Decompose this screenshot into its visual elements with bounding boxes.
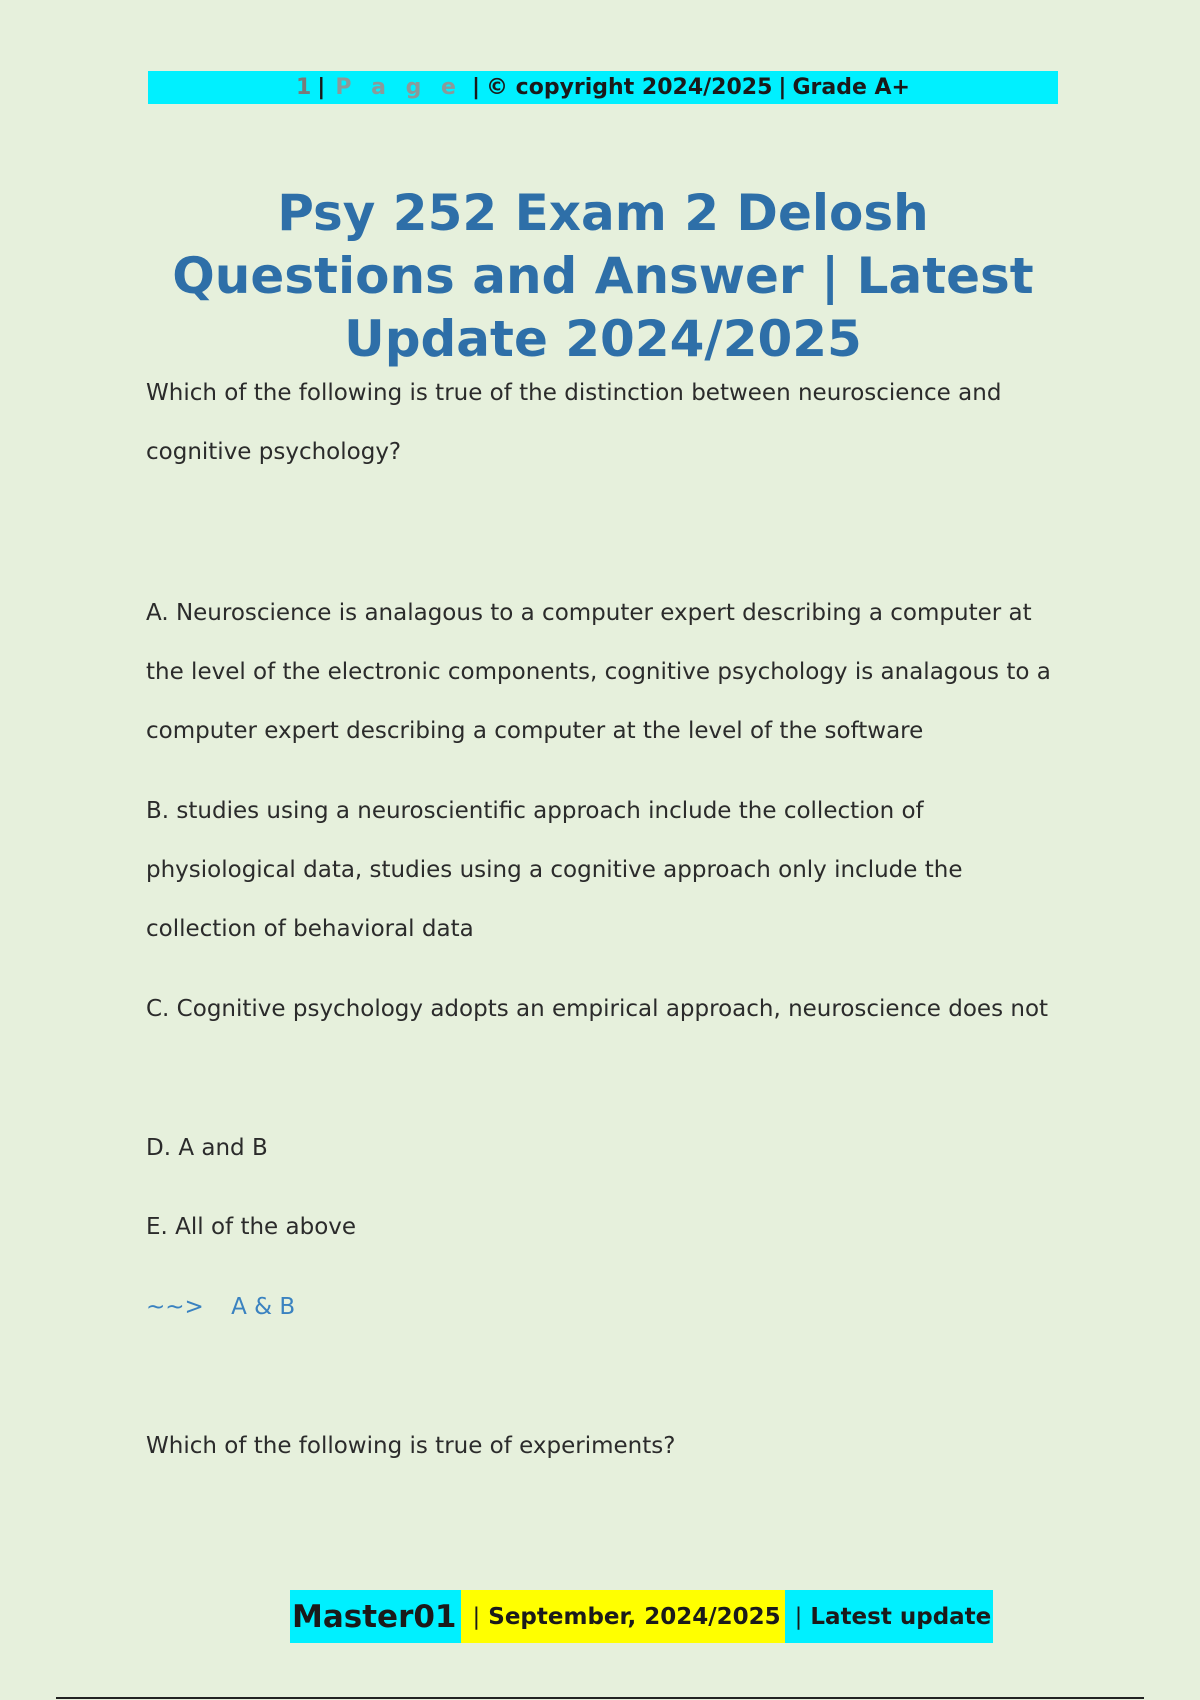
- header-separator: |: [471, 75, 481, 100]
- page-footer: [290, 1590, 993, 1643]
- question-1-text: Which of the following is true of the distinction between neuroscience and cognitive psychology?: [146, 380, 1002, 465]
- answer-text: A & B: [231, 1294, 296, 1320]
- footer-date-block: [461, 1590, 785, 1643]
- option-b: B. studies using a neuroscientific approach include the collection of physiological data, studies using a cognitive approach only include the collection of behavioral data: [146, 798, 963, 942]
- grade-text: Grade A+: [792, 75, 910, 100]
- header-separator: |: [778, 75, 787, 100]
- option-d: D. A and B: [146, 1135, 268, 1161]
- question-2-text: Which of the following is true of experiments?: [146, 1433, 676, 1459]
- footer-separator: |: [794, 1603, 803, 1630]
- footer-author: Master01: [290, 1590, 461, 1643]
- footer-date: September, 2024/2025: [488, 1603, 781, 1630]
- answer-arrow: ~~>: [146, 1294, 204, 1320]
- footer-note-block: [785, 1590, 994, 1643]
- option-e: E. All of the above: [146, 1214, 357, 1240]
- copyright-text: © copyright 2024/2025: [486, 75, 773, 100]
- page-label: P a g e: [335, 75, 462, 100]
- page-number: 1: [295, 75, 312, 100]
- footer-note: Latest update: [810, 1603, 992, 1630]
- page-header: [148, 71, 1058, 104]
- answer-line: [146, 1278, 1066, 1337]
- header-separator: |: [317, 75, 326, 100]
- footer-separator: |: [472, 1603, 481, 1630]
- option-c: C. Cognitive psychology adopts an empirical approach, neuroscience does not: [146, 996, 1049, 1022]
- bottom-divider: [56, 1697, 1144, 1699]
- document-title: Psy 252 Exam 2 Delosh Questions and Answer | Latest Update 2024/2025: [172, 184, 1034, 368]
- option-a: A. Neuroscience is analagous to a computer expert describing a computer at the level of the electronic components, cognitive psychology is analagous to a computer expert describing a computer at the level of the software: [146, 600, 1051, 744]
